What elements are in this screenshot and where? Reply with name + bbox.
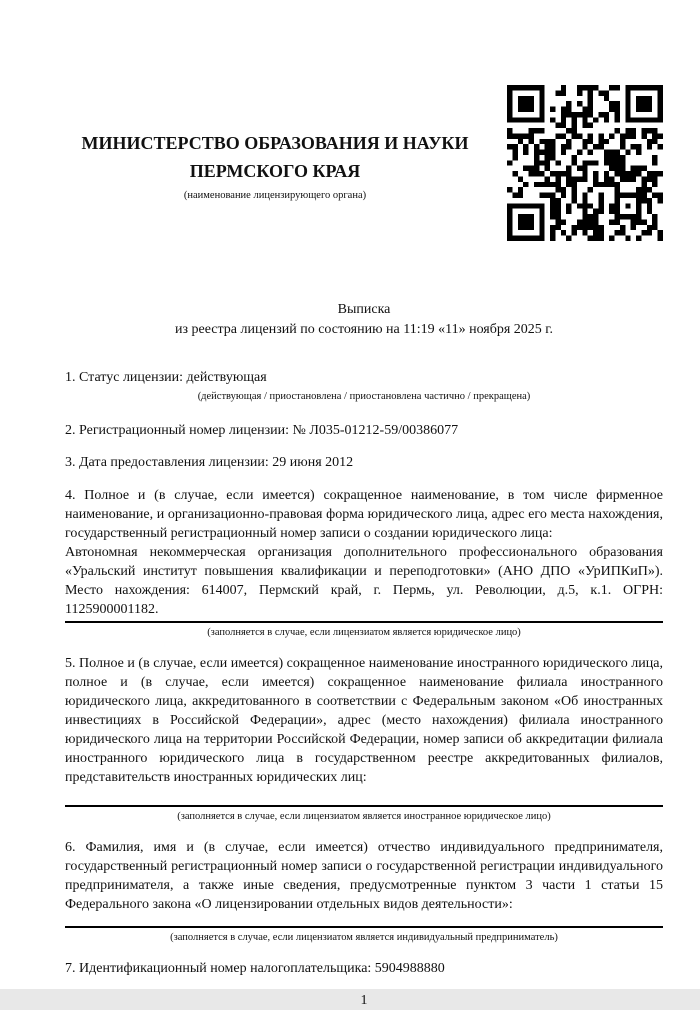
item-6-caption: (заполняется в случае, если лицензиатом является индивидуальный предприниматель)	[170, 932, 558, 943]
item-4-legal-entity-block	[65, 486, 663, 640]
item-4-value: Автономная некоммерческая организация дополнительного профессионального образования «Уральский институт повышения квалификации и переподготовки» (АНО ДПО «УрИПКиП»). Место нахождения: 614007, Пермский край, г. Пермь, ул. Революции, д.5, к.1. ОГРН: 1125900001182.	[65, 545, 663, 617]
fill-in-rule-foreign-entity	[65, 805, 663, 807]
document-title-line2: из реестра лицензий по состоянию на 11:19 «11» ноября 2025 г.	[175, 322, 553, 337]
fill-in-rule-entrepreneur	[65, 926, 663, 928]
item-2-registration-number: 2. Регистрационный номер лицензии: № Л035-01212-59/00386077	[65, 423, 459, 438]
document-title	[65, 300, 663, 340]
item-1-caption: (действующая / приостановлена / приостановлена частично / прекращена)	[197, 391, 531, 402]
ministry-name-line1: МИНИСТЕРСТВО ОБРАЗОВАНИЯ И НАУКИ	[81, 133, 469, 153]
item-3-grant-date: 3. Дата предоставления лицензии: 29 июня 2012	[65, 455, 354, 470]
qr-code	[507, 85, 663, 241]
item-4-label: 4. Полное и (в случае, если имеется) сокращенное наименование, в том числе фирменное наименование, и организационно-правовая форма юридического лица, адрес его места нахождения, государственный регистрационный номер записи о создании юридического лица:	[65, 488, 663, 541]
ministry-name	[55, 129, 495, 185]
document-body	[65, 300, 663, 1010]
fill-in-rule-legal-entity	[65, 621, 663, 623]
issuing-authority-block	[55, 129, 495, 203]
item-7-taxpayer-number: 7. Идентификационный номер налогоплательщика: 5904988880	[65, 961, 445, 976]
item-4-caption: (заполняется в случае, если лицензиатом является юридическое лицо)	[207, 627, 521, 638]
item-6-entrepreneur-block	[65, 838, 663, 945]
item-5-label: 5. Полное и (в случае, если имеется) сокращенное наименование иностранного юридического лица, полное и (в случае, если имеется) сокращенное наименование филиала иностранного юридического лица, аккредитованного в соответствии с Федеральным законом «Об иностранных инвестициях в Российской Федерации», адрес (место нахождения) филиала иностранного юридического лица на территории Российской Федерации, номер записи об аккредитации филиала иностранного юридического лица в государственном реестре аккредитованных филиалов, представительств иностранных юридических лиц:	[65, 656, 663, 785]
page-number: 1	[360, 993, 368, 1008]
item-6-label: 6. Фамилия, имя и (в случае, если имеется) отчество индивидуального предпринимателя, государственный регистрационный номер записи о государственной регистрации индивидуального предпринимателя, а также иные сведения, предусмотренные пунктом 3 части 1 статьи 15 Федерального закона «О лицензировании отдельных видов деятельности»:	[65, 840, 663, 912]
document-title-line1: Выписка	[337, 302, 391, 317]
item-1-license-status: 1. Статус лицензии: действующая	[65, 370, 267, 385]
ministry-name-line2: ПЕРМСКОГО КРАЯ	[189, 161, 361, 181]
issuing-authority-caption: (наименование лицензирующего органа)	[183, 190, 367, 201]
item-5-caption: (заполняется в случае, если лицензиатом является иностранное юридическое лицо)	[177, 811, 551, 822]
item-5-foreign-entity-block	[65, 654, 663, 824]
